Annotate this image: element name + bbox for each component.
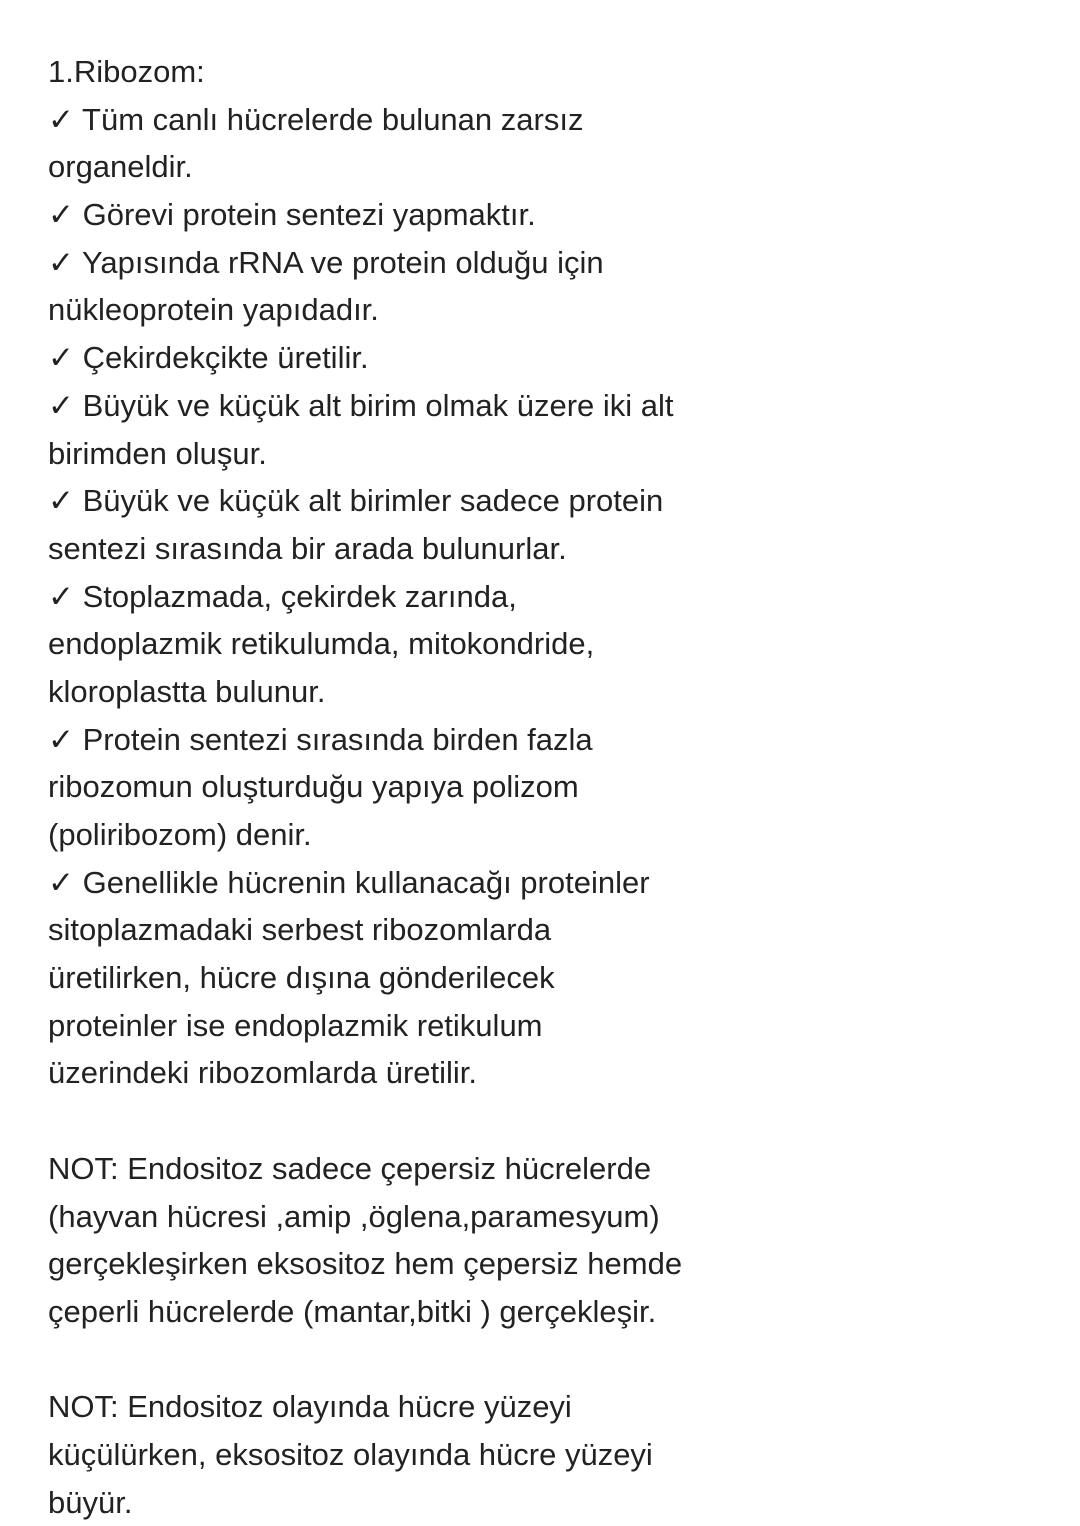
text-line: proteinler ise endoplazmik retikulum	[48, 1007, 543, 1043]
blank-line	[48, 1336, 682, 1384]
text-line: ✓ Büyük ve küçük alt birimler sadece protein	[48, 483, 664, 519]
text-line: birimden oluşur.	[48, 435, 267, 471]
text-line: NOT: Endositoz olayında hücre yüzeyi	[48, 1389, 572, 1425]
text-line: sitoplazmadaki serbest ribozomlarda	[48, 912, 552, 948]
text-line: sentezi sırasında bir arada bulunurlar.	[48, 530, 567, 566]
text-line: (poliribozom) denir.	[48, 817, 312, 852]
text-line: organeldir.	[48, 149, 193, 185]
text-line: ✓ Protein sentezi sırasında birden fazla	[48, 721, 593, 757]
document-body	[48, 48, 682, 1526]
text-line: gerçekleşirken eksositoz hem çepersiz hemde	[48, 1246, 683, 1282]
text-line: ✓ Tüm canlı hücrelerde bulunan zarsız	[48, 101, 584, 137]
text-line: (hayvan hücresi ,amip ,öglena,paramesyum)	[48, 1198, 660, 1234]
text-line: kloroplastta bulunur.	[48, 673, 326, 709]
text-line: nükleoprotein yapıdadır.	[48, 292, 379, 328]
text-line: küçülürken, eksositoz olayında hücre yüzeyi	[48, 1436, 653, 1472]
text-line: büyür.	[48, 1484, 133, 1520]
text-line: endoplazmik retikulumda, mitokondride,	[48, 626, 595, 662]
text-line: 1.Ribozom:	[48, 54, 205, 89]
text-line: ✓ Stoplazmada, çekirdek zarında,	[48, 578, 517, 614]
text-line: üzerindeki ribozomlarda üretilir.	[48, 1055, 478, 1091]
text-line: NOT: Endositoz sadece çepersiz hücrelerde	[48, 1150, 652, 1186]
text-line: ✓ Büyük ve küçük alt birim olmak üzere iki alt	[48, 387, 674, 423]
text-line: ribozomun oluşturduğu yapıya polizom	[48, 769, 579, 805]
text-line: ✓ Çekirdekçikte üretilir.	[48, 340, 369, 376]
text-line: ✓ Genellikle hücrenin kullanacağı proteinler	[48, 864, 650, 900]
blank-line	[48, 1097, 682, 1145]
text-line: ✓ Görevi protein sentezi yapmaktır.	[48, 197, 536, 233]
text-line: üretilirken, hücre dışına gönderilecek	[48, 960, 555, 996]
text-line: çeperli hücrelerde (mantar,bitki ) gerçekleşir.	[48, 1293, 657, 1329]
text-line: ✓ Yapısında rRNA ve protein olduğu için	[48, 244, 604, 280]
